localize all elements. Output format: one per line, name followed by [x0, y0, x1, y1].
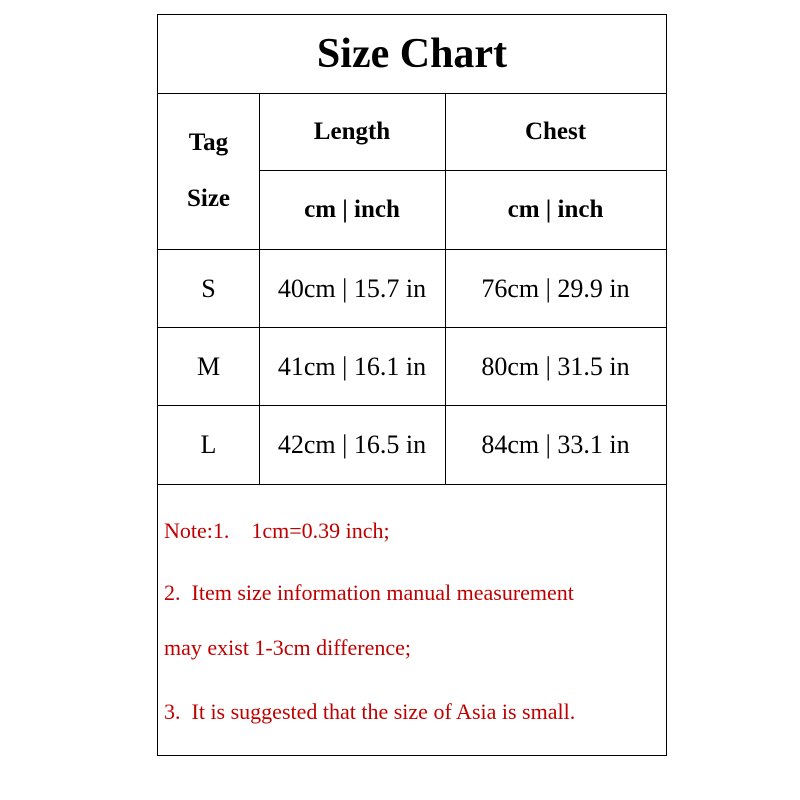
size-chart-table: [157, 14, 667, 756]
length-cell-m: 41cm | 16.1 in: [277, 351, 427, 381]
chest-cell-m: 80cm | 31.5 in: [481, 351, 630, 381]
note-line-1: Note:1. 1cm=0.39 inch;: [164, 518, 390, 543]
header-tag-size: [158, 93, 259, 249]
note-line-4: 3. It is suggested that the size of Asia is small.: [164, 699, 576, 724]
notes-section: [158, 485, 666, 755]
header-tag-label: Tag: [188, 129, 229, 156]
length-cell-s: 40cm | 15.7 in: [277, 273, 427, 303]
header-chest: Chest: [524, 117, 587, 145]
size-cell-s: S: [201, 273, 216, 303]
note-line-2: 2. Item size information manual measurement: [164, 580, 574, 605]
chest-cell-l: 84cm | 33.1 in: [481, 430, 630, 459]
size-cell-l: L: [200, 430, 217, 459]
size-cell-m: M: [196, 351, 221, 381]
length-cell-l: 42cm | 16.5 in: [277, 430, 427, 459]
chart-title: Size Chart: [158, 15, 666, 94]
header-length: Length: [313, 117, 391, 145]
header-size-label: Size: [186, 185, 231, 212]
header-chest-units: cm | inch: [507, 196, 604, 223]
header-length-units: cm | inch: [304, 196, 400, 223]
note-line-3: may exist 1-3cm difference;: [164, 635, 411, 660]
chest-cell-s: 76cm | 29.9 in: [481, 273, 630, 303]
